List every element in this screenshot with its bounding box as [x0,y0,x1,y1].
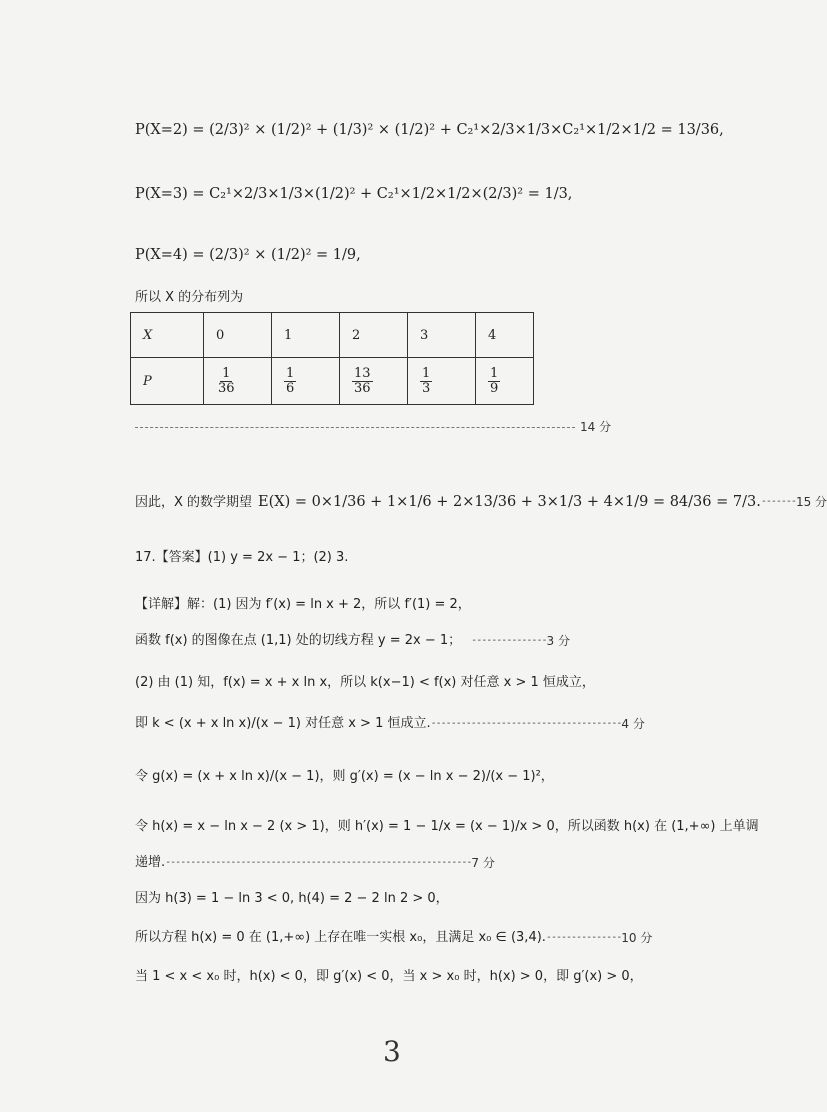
score-leader: ------------------------------------------------------------- [165,856,472,868]
table-row-p [131,358,534,405]
table-cell [408,358,476,405]
distribution-intro: 所以 X 的分布列为 [135,290,244,305]
expectation-formula: E(X) = 0×1/36 + 1×1/6 + 2×13/36 + 3×1/3 + 4×1/9 = 84/36 = 7/3. [258,494,761,510]
page-number: 3 [383,1035,401,1068]
table-row-x [131,313,534,358]
distribution-table [130,312,534,405]
p-x-equals-4-line: P(X=4) = (2/3)² × (1/2)² = 1/9, [135,247,361,263]
k-inequality-line [135,717,645,730]
frac-denominator: 36 [354,381,371,396]
table-cell: 1 [272,313,340,358]
root-text: 所以方程 h(x) = 0 在 (1,+∞) 上存在唯一实根 x₀，且满足 x₀ ∈ (3,4). [135,930,546,945]
table-cell [204,358,272,405]
tangent-line [135,634,570,647]
score-14: 14 分 [580,420,612,434]
h-values: 因为 h(3) = 1 − ln 3 < 0, h(4) = 2 − 2 ln 2 > 0， [135,891,449,906]
score-4: 4 分 [621,716,645,731]
p-x-equals-2-line: P(X=2) = (2/3)² × (1/2)² + (1/3)² × (1/2)² + C₂¹×2/3×1/3×C₂¹×1/2×1/2 = 13/36, [135,122,724,138]
dashed-separator [135,427,575,428]
table-cell [476,358,534,405]
frac-numerator: 1 [222,366,231,382]
frac-denominator: 9 [490,381,499,396]
table-cell: X [131,313,204,358]
score-10: 10 分 [621,930,653,945]
root-line [135,931,652,944]
frac-numerator: 1 [490,366,499,382]
table-cell: 2 [340,313,408,358]
score-3: 3 分 [546,633,570,648]
tangent-text: 函数 f(x) 的图像在点 (1,1) 处的切线方程 y = 2x − 1； [135,633,462,648]
expectation-prefix: 因此，X 的数学期望 [135,494,253,510]
table-cell: 0 [204,313,272,358]
h-definition: 令 h(x) = x − ln x − 2 (x > 1)，则 h′(x) = 1 − 1/x = (x − 1)/x > 0，所以函数 h(x) 在 (1,+∞) 上单调 [135,819,759,834]
table-cell: 3 [408,313,476,358]
increasing-text: 递增. [135,855,166,870]
table-cell: P [131,358,204,405]
frac-numerator: 1 [422,366,431,382]
frac-denominator: 36 [218,381,235,396]
table-cell: 4 [476,313,534,358]
score-leader: ------- [760,496,796,508]
table-cell [272,358,340,405]
frac-denominator: 3 [422,381,431,396]
p-x-equals-3-line: P(X=3) = C₂¹×2/3×1/3×(1/2)² + C₂¹×1/2×1/2×(2/3)² = 1/3, [135,186,573,202]
score-15: 15 分 [795,495,827,510]
score-leader: -------------------------------------- [430,717,622,729]
frac-numerator: 1 [286,366,295,382]
frac-numerator: 13 [354,366,371,382]
increasing-line [135,856,495,869]
sign-analysis: 当 1 < x < x₀ 时，h(x) < 0，即 g′(x) < 0，当 x > x₀ 时，h(x) > 0，即 g′(x) > 0， [135,969,643,984]
score-leader: --------------- [545,931,622,943]
k-inequality: 即 k < (x + x ln x)/(x − 1) 对任意 x > 1 恒成立. [135,716,431,731]
score-leader: --------------- [461,634,547,646]
table-cell [340,358,408,405]
score-7: 7 分 [471,855,495,870]
frac-denominator: 6 [286,381,295,396]
part2-intro: (2) 由 (1) 知，f(x) = x + x ln x，所以 k(x−1) < f(x) 对任意 x > 1 恒成立， [135,675,595,690]
expectation-line [135,495,827,510]
g-definition: 令 g(x) = (x + x ln x)/(x − 1)，则 g′(x) = (x − ln x − 2)/(x − 1)²， [135,769,554,784]
q17-answer: 17.【答案】(1) y = 2x − 1；(2) 3. [135,550,349,565]
q17-detail: 【详解】解：(1) 因为 f′(x) = ln x + 2，所以 f′(1) = 2， [135,597,471,612]
